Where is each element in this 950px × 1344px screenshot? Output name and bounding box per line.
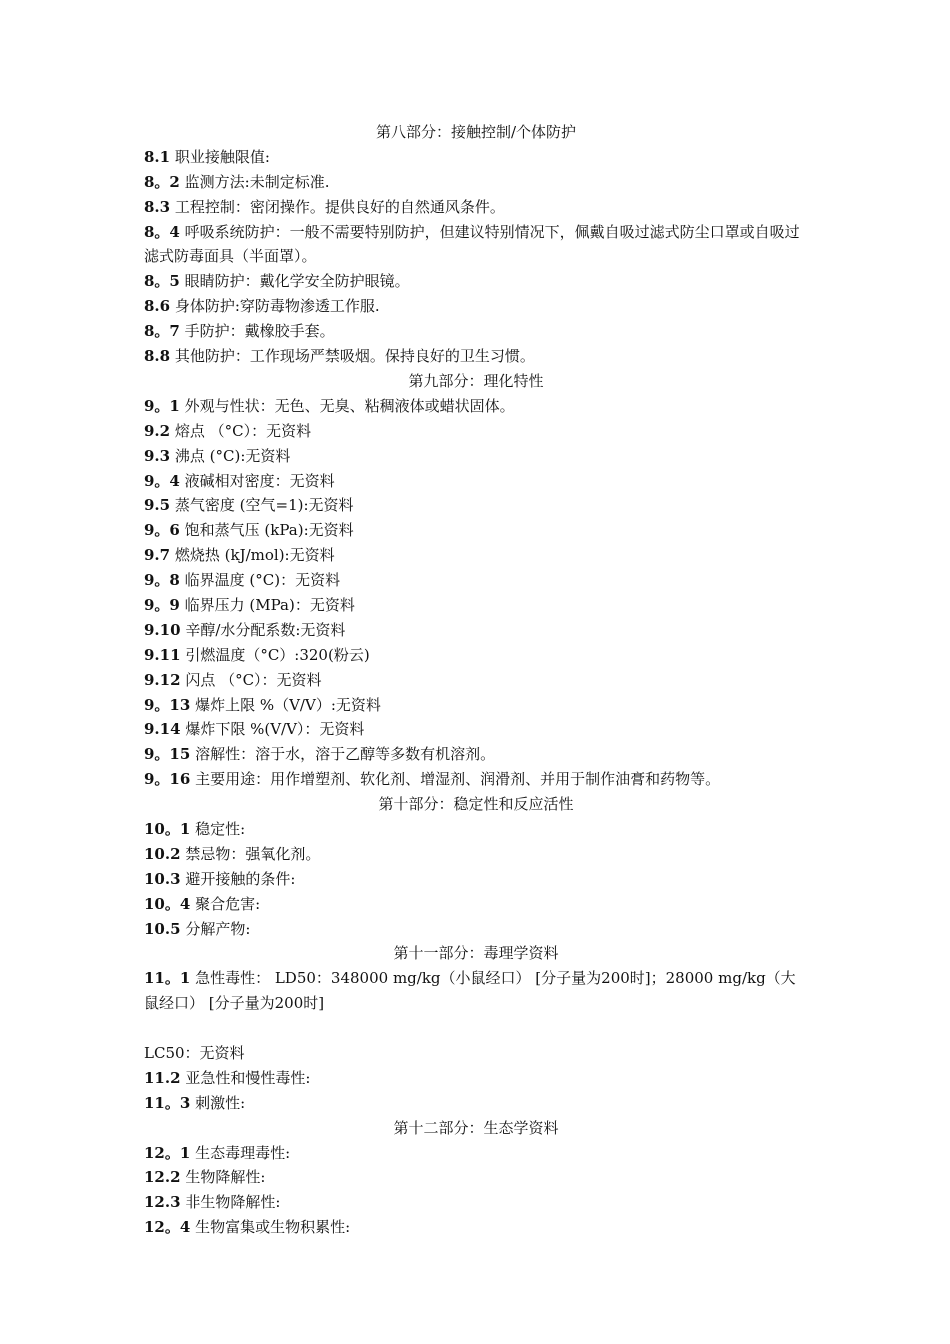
item-9-12: 9.12 闪点 （°C）：无资料 [144, 670, 322, 689]
item-9-6: 9。6 饱和蒸气压 (kPa):无资料 [144, 521, 354, 540]
item-12-2: 12.2 生物降解性: [144, 1168, 266, 1187]
item-9-2: 9.2 熔点 （°C）：无资料 [144, 421, 312, 440]
item-9-5: 9.5 蒸气密度 (空气=1):无资料 [144, 496, 354, 515]
item-8-6: 8.6 身体防护:穿防毒物渗透工作服. [144, 297, 380, 316]
item-9-9: 9。9 临界压力 (MPa)：无资料 [144, 595, 355, 614]
item-8-2: 8。2 监测方法:未制定标准. [144, 172, 330, 191]
item-9-4: 9。4 液碱相对密度：无资料 [144, 471, 335, 490]
section-10-heading: 第十部分：稳定性和反应活性 [378, 795, 574, 814]
section-8-heading: 第八部分：接触控制/个体防护 [375, 123, 577, 141]
item-8-7: 8。7 手防护：戴橡胶手套。 [144, 322, 335, 341]
item-9-7: 9.7 燃烧热 (kJ/mol):无资料 [144, 546, 335, 565]
item-8-1: 8.1 职业接触限值: [144, 147, 270, 166]
item-9-11: 9.11 引燃温度（°C）:320(粉云) [144, 645, 370, 664]
item-lc50: LC50：无资料 [144, 1044, 245, 1063]
item-10-3: 10.3 避开接触的条件: [144, 869, 296, 888]
blank-line [144, 1016, 808, 1041]
item-11-3: 11。3 刺激性: [144, 1093, 246, 1112]
item-10-1: 10。1 稳定性: [144, 819, 246, 838]
item-9-14: 9.14 爆炸下限 %(V/V）：无资料 [144, 720, 365, 739]
item-8-5: 8。5 眼睛防护：戴化学安全防护眼镜。 [144, 272, 410, 291]
item-9-13: 9。13 爆炸上限 %（V/V）:无资料 [144, 695, 381, 714]
document-body [144, 120, 808, 1240]
item-8-4: 8。4 呼吸系统防护：一般不需要特别防护，但建议特别情况下，佩戴自吸过滤式防尘口罩或自吸过滤式防毒面具（半面罩）。 [144, 222, 800, 266]
item-12-4: 12。4 生物富集或生物积累性: [144, 1218, 351, 1237]
item-8-3: 8.3 工程控制：密闭操作。提供良好的自然通风条件。 [144, 197, 505, 216]
item-9-16: 9。16 主要用途：用作增塑剂、软化剂、增湿剂、润滑剂、并用于制作油膏和药物等。 [144, 770, 721, 789]
section-11-heading: 第十一部分：毒理学资料 [393, 944, 559, 963]
item-12-1: 12。1 生态毒理毒性: [144, 1143, 291, 1162]
item-10-5: 10.5 分解产物: [144, 919, 251, 938]
section-9-heading: 第九部分：理化特性 [408, 371, 544, 390]
item-12-3: 12.3 非生物降解性: [144, 1193, 281, 1212]
section-12-heading: 第十二部分：生态学资料 [393, 1118, 559, 1137]
item-8-8: 8.8 其他防护：工作现场严禁吸烟。保持良好的卫生习惯。 [144, 347, 535, 366]
item-9-3: 9.3 沸点 (°C):无资料 [144, 446, 291, 465]
item-11-1: 11。1 急性毒性： LD50：348000 mg/kg（小鼠经口） [分子量为200时]；28000 mg/kg（大鼠经口） [分子量为200时] [144, 969, 796, 1013]
item-11-2: 11.2 亚急性和慢性毒性: [144, 1068, 311, 1087]
item-9-8: 9。8 临界温度 (°C)：无资料 [144, 571, 341, 590]
item-9-10: 9.10 辛醇/水分配系数:无资料 [144, 620, 346, 639]
item-9-1: 9。1 外观与性状：无色、无臭、粘稠液体或蜡状固体。 [144, 396, 515, 415]
item-10-2: 10.2 禁忌物：强氧化剂。 [144, 844, 321, 863]
item-10-4: 10。4 聚合危害: [144, 894, 261, 913]
item-9-15: 9。15 溶解性：溶于水，溶于乙醇等多数有机溶剂。 [144, 745, 496, 764]
